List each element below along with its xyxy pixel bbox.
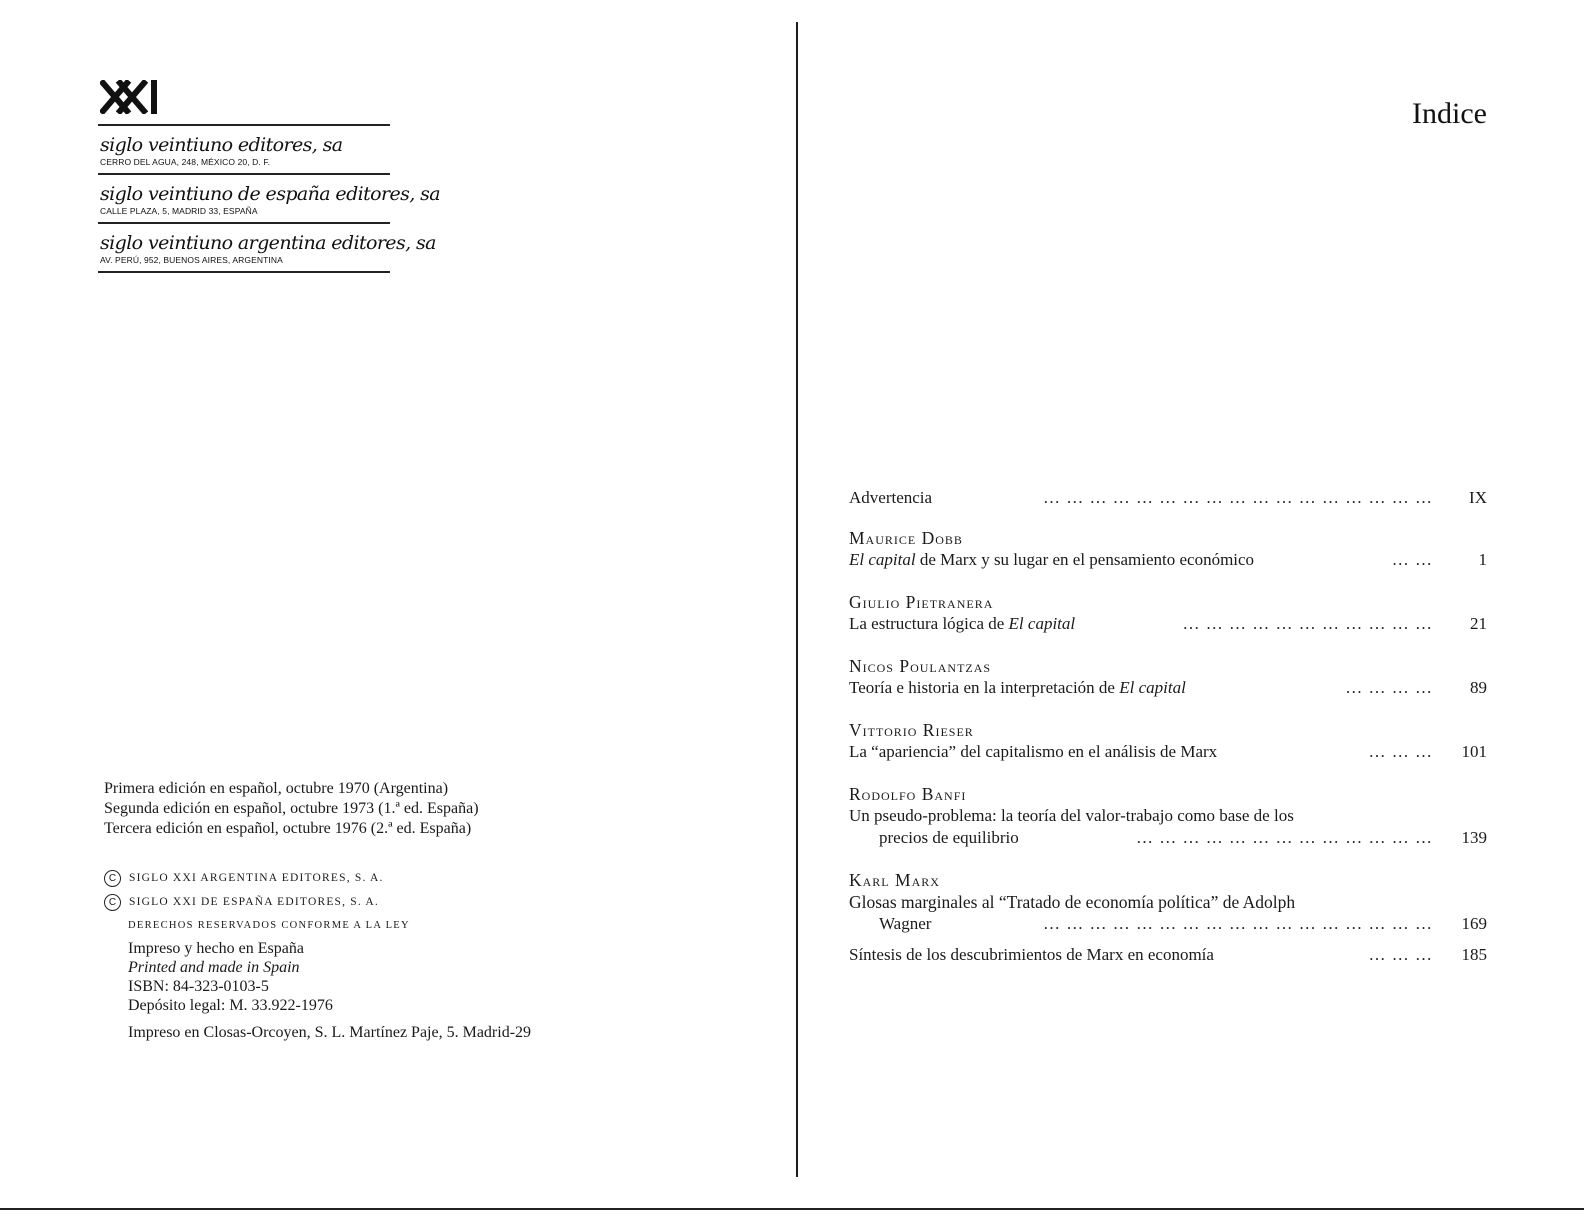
publisher-name: siglo veintiuno editores, sa [100,134,343,156]
toc-page-number: 185 [1461,945,1487,964]
toc-title: La “apariencia” del capitalismo en el análisis de Marx [849,742,1218,761]
edition-history [104,779,479,839]
toc-page-number: 21 [1470,614,1487,633]
toc-title: Un pseudo-problema: la teoría del valor-trabajo como base de los [849,806,1294,825]
toc-page-number: 1 [1478,550,1487,569]
toc-entry [849,944,1489,966]
toc-title-italic: El capital [1008,614,1076,633]
publisher-address: AV. PERÚ, 952, BUENOS AIRES, ARGENTINA [100,255,283,265]
copyright-holder: SIGLO XXI ARGENTINA EDITORES, S. A. [129,872,384,884]
toc-page-number: 169 [1461,914,1487,933]
printer-line: Impreso en Closas-Orcoyen, S. L. Martínez Paje, 5. Madrid-29 [128,1024,532,1041]
toc-title-italic: El capital [849,550,916,569]
toc-page-number: 89 [1470,678,1487,697]
scan-bottom-edge [0,1208,1584,1210]
toc-item[interactable] [849,613,1489,635]
toc-title: Advertencia [849,488,933,507]
copyright-icon: C [104,894,121,911]
toc-title-italic: El capital [1119,678,1186,697]
edition-line: Tercera edición en español, octubre 1976 (2.ª ed. España) [104,820,472,837]
toc-item-line1[interactable] [849,805,1489,827]
copyright-holder: SIGLO XXI DE ESPAÑA EDITORES, S. A. [129,896,379,908]
publisher-name: siglo veintiuno argentina editores, sa [100,232,436,254]
edition-line: Primera edición en español, octubre 1970 (Argentina) [104,780,449,797]
edition-line: Segunda edición en español, octubre 1973 (1.ª ed. España) [104,800,479,817]
toc-leader: … … … … [1345,678,1433,697]
publisher-entry [98,222,436,273]
toc-author: Karl Marx [849,870,940,890]
toc-leader: … … … … … … … … … … … … … … … … … [1043,914,1433,933]
imprint-details [128,939,531,1042]
toc-page-number: 139 [1461,828,1487,847]
toc-author: Giulio Pietranera [849,592,994,612]
legal-deposit: Depósito legal: M. 33.922-1976 [128,997,333,1014]
toc-author: Vittorio Rieser [849,720,974,740]
toc-leader: … … … … … … … … … … … [1182,614,1433,633]
made-in-spain-en: Printed and made in Spain [128,959,300,976]
toc-title: Glosas marginales al “Tratado de economía política” de Adolph [849,892,1296,912]
isbn: ISBN: 84-323-0103-5 [128,978,269,995]
toc-entry [849,869,1489,935]
toc-author: Rodolfo Banfi [849,784,967,804]
toc-title-continuation: Wagner [879,914,932,933]
toc-leader: … … [1391,550,1433,569]
toc-title [849,613,1075,635]
toc-title-continuation: precios de equilibrio [879,828,1019,847]
toc-page-number: IX [1469,488,1487,507]
toc-item[interactable] [849,677,1489,699]
toc-title-rest: de Marx y su lugar en el pensamiento económico [915,550,1255,569]
book-spine [796,22,798,1177]
toc-title [849,677,1186,699]
publisher-name: siglo veintiuno de españa editores, sa [100,183,441,205]
page-title: Indice [1412,97,1487,130]
toc-item-advertencia[interactable] [849,487,1489,509]
toc-title: Síntesis de los descubrimientos de Marx en economía [849,945,1214,964]
table-of-contents [849,487,1489,966]
toc-leader: … … … … … … … … … … … … … [1136,828,1433,847]
copyright-line [104,866,410,890]
toc-leader: … … … [1368,742,1433,761]
toc-leader: … … … … … … … … … … … … … … … … … [1043,488,1433,507]
copyright-icon: C [104,870,121,887]
toc-author: Nicos Poulantzas [849,656,992,676]
toc-entry [849,655,1489,699]
toc-item-line2[interactable] [849,827,1489,849]
rights-notice [104,866,410,936]
publisher-address: CALLE PLAZA, 5, MADRID 33, ESPAÑA [100,206,258,216]
toc-item[interactable] [849,944,1489,966]
toc-title-pre: Teoría e historia en la interpretación de [849,678,1120,697]
toc-title-pre: La estructura lógica de [849,614,1009,633]
copyright-line [104,890,410,914]
xxi-logo-icon [100,80,160,114]
toc-page-number: 101 [1461,742,1487,761]
toc-entry [849,527,1489,571]
toc-entry [849,591,1489,635]
toc-item-line2[interactable] [849,913,1489,935]
toc-entry [849,719,1489,763]
toc-title [849,549,1254,571]
toc-entry [849,783,1489,849]
publisher-entry [98,173,441,222]
toc-author: Maurice Dobb [849,528,963,548]
toc-leader: … … … [1368,945,1433,964]
publisher-entry [98,124,390,173]
publisher-address: CERRO DEL AGUA, 248, MÉXICO 20, D. F. [100,157,271,167]
toc-item[interactable] [849,741,1489,763]
made-in-spain-es: Impreso y hecho en España [128,940,304,957]
toc-item[interactable] [849,549,1489,571]
toc-item-line1[interactable] [849,891,1489,913]
rights-reserved: DERECHOS RESERVADOS CONFORME A LA LEY [128,919,410,931]
publisher-list [98,124,441,273]
